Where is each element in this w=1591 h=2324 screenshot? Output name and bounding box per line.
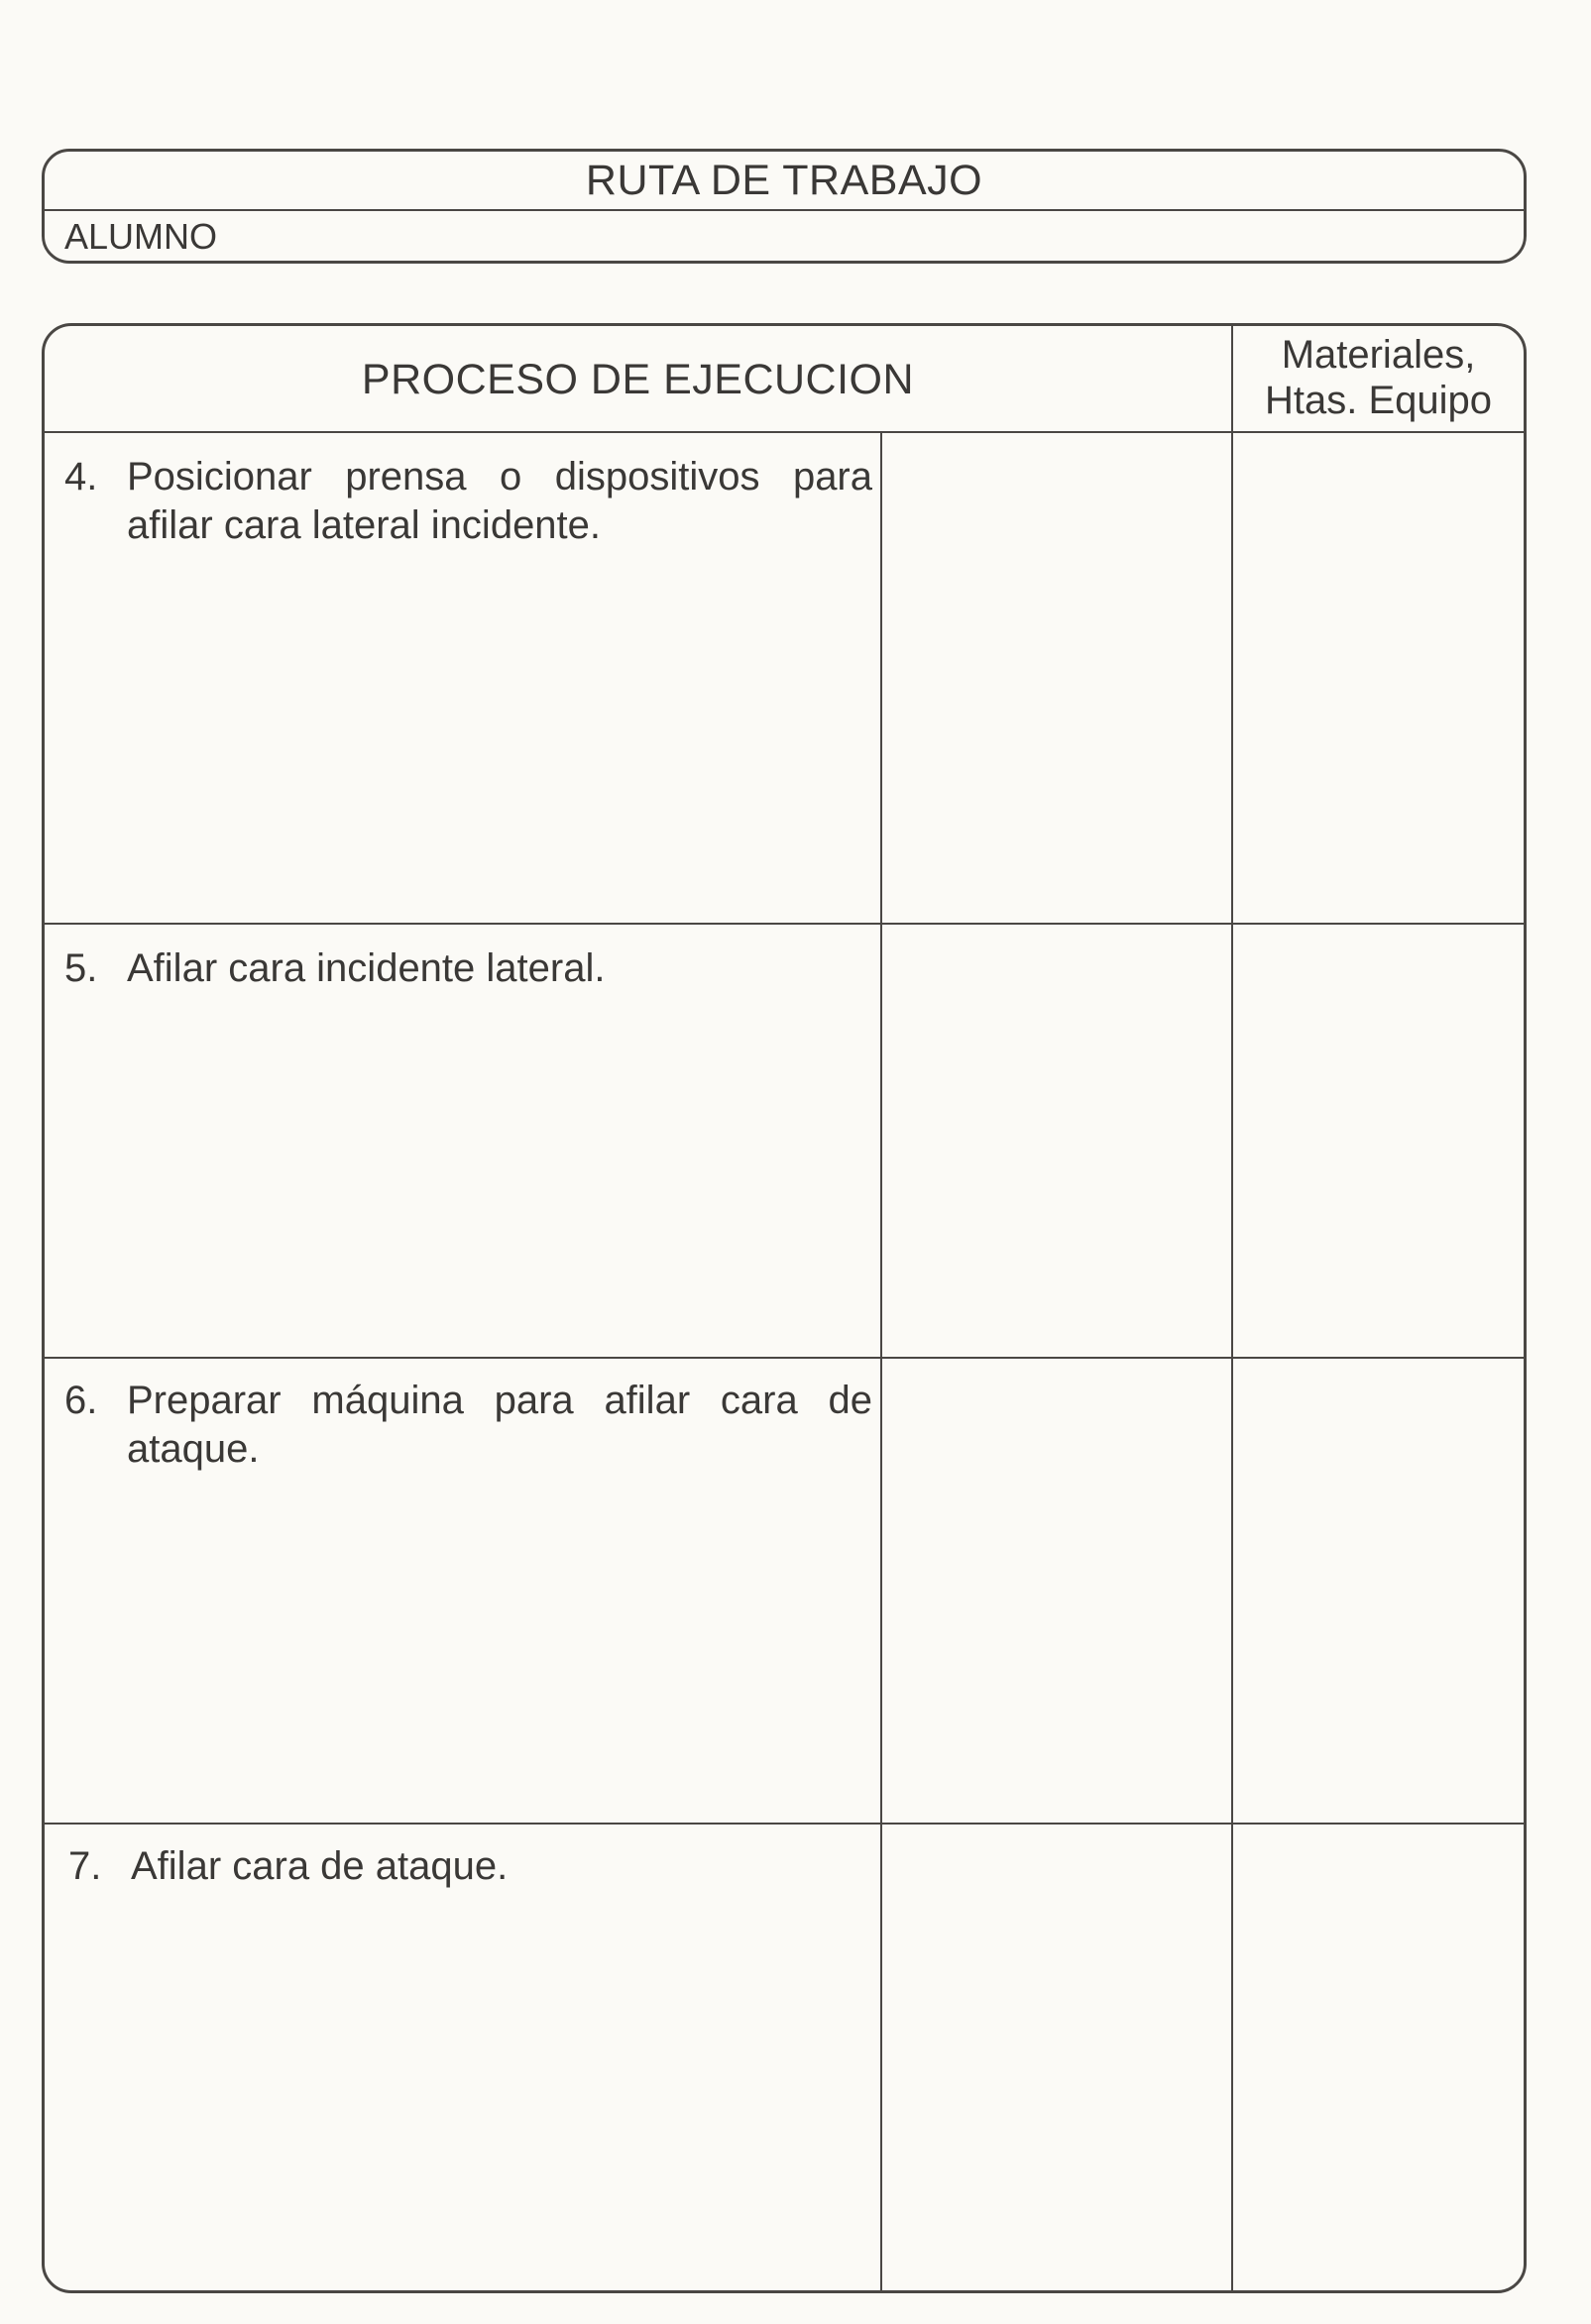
header-box <box>42 149 1527 264</box>
table-row <box>64 944 872 993</box>
materials-header-line1: Materiales, <box>1281 333 1476 377</box>
step-text: Afilar cara de ataque. <box>131 1844 509 1888</box>
step-number: 6. <box>64 1379 98 1422</box>
column-divider <box>880 433 882 2290</box>
process-table <box>42 323 1527 2293</box>
step-text: Preparar máquina para afilar cara de ataque. <box>127 1379 872 1471</box>
column-divider <box>1231 326 1233 2290</box>
process-column-header: PROCESO DE EJECUCION <box>361 356 915 403</box>
materials-column-header <box>1233 332 1524 431</box>
row-divider <box>45 1823 1524 1825</box>
form-title: RUTA DE TRABAJO <box>45 152 1524 211</box>
table-row <box>64 453 872 550</box>
materials-header-line2: Htas. Equipo <box>1264 379 1493 422</box>
table-row <box>68 1842 876 1891</box>
header-divider <box>45 431 1524 433</box>
step-number: 7. <box>68 1844 102 1888</box>
table-row <box>64 1377 872 1474</box>
step-text: Posicionar prensa o dispositivos para afilar cara lateral incidente. <box>127 455 872 547</box>
row-divider <box>45 1357 1524 1359</box>
step-number: 4. <box>64 455 98 498</box>
step-number: 5. <box>64 946 98 990</box>
row-divider <box>45 923 1524 925</box>
step-text: Afilar cara incidente lateral. <box>127 946 606 990</box>
student-label: ALUMNO <box>64 216 218 257</box>
